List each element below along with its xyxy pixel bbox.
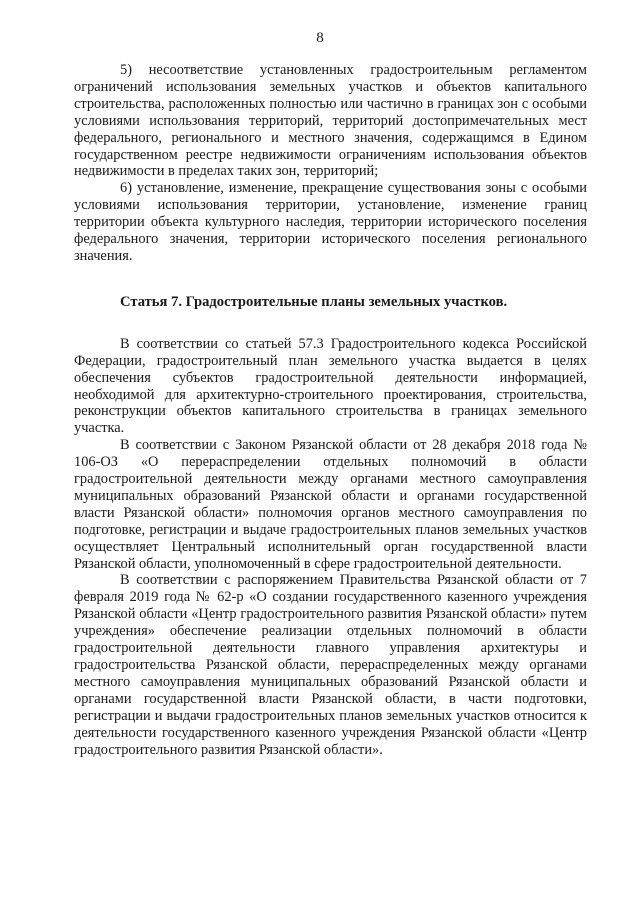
article-heading: Статья 7. Градостроительные планы земельных участков. [120, 293, 508, 310]
paragraph-item-6: 6) установление, изменение, прекращение существования зоны с особыми условиями использования территории, установление, изменение границ территории объекта культурного наследия, территории исторического поселения федерального значения, территории исторического поселения регионального значения. [74, 180, 587, 264]
page-number: 8 [316, 30, 324, 46]
paragraph-item-5: 5) несоответствие установленных градостроительным регламентом ограничений использования земельных участков и объектов капитального строительства, расположенных полностью или частично в границах зон с особыми условиями использования территорий, территорий достопримечательных мест федерального, регионального и местного значения, содержащимся в Едином государственном реестре недвижимости ограничениям использования объектов недвижимости в пределах таких зон, территорий; [74, 62, 587, 180]
document-body [74, 62, 587, 758]
paragraph-article-7-3: В соответствии с распоряжением Правительства Рязанской области от 7 февраля 2019 года № 62-р «О создании государственного казенного учреждения Рязанской области «Центр градостроительного развития Рязанской области» путем учреждения» обеспечение реализации отдельных полномочий в области градостроительной деятельности главного управления архитектуры и градостроительства Рязанской области, перераспределенных между органами местного самоуправления муниципальных образований Рязанской области и органами государственной власти Рязанской области, в части подготовки, регистрации и выдачи градостроительных планов земельных участков относится к деятельности государственного казенного учреждения Рязанской области «Центр градостроительного развития Рязанской области». [74, 572, 587, 758]
paragraph-article-7-2: В соответствии с Законом Рязанской области от 28 декабря 2018 года № 106-ОЗ «О перераспределении отдельных полномочий в области градостроительной деятельности между органами местного самоуправления муниципальных образований Рязанской области и органами государственной власти Рязанской области» полномочия органов местного самоуправления по подготовке, регистрации и выдаче градостроительных планов земельных участков осуществляет Центральный исполнительный орган государственной власти Рязанской области, уполномоченный в сфере градостроительной деятельности. [74, 437, 587, 572]
paragraph-article-7-1: В соответствии со статьей 57.3 Градостроительного кодекса Российской Федерации, градостроительный план земельного участка выдается в целях обеспечения субъектов градостроительной деятельности информацией, необходимой для архитектурно-строительного проектирования, строительства, реконструкции объектов капитального строительства в границах земельного участка. [74, 335, 587, 437]
